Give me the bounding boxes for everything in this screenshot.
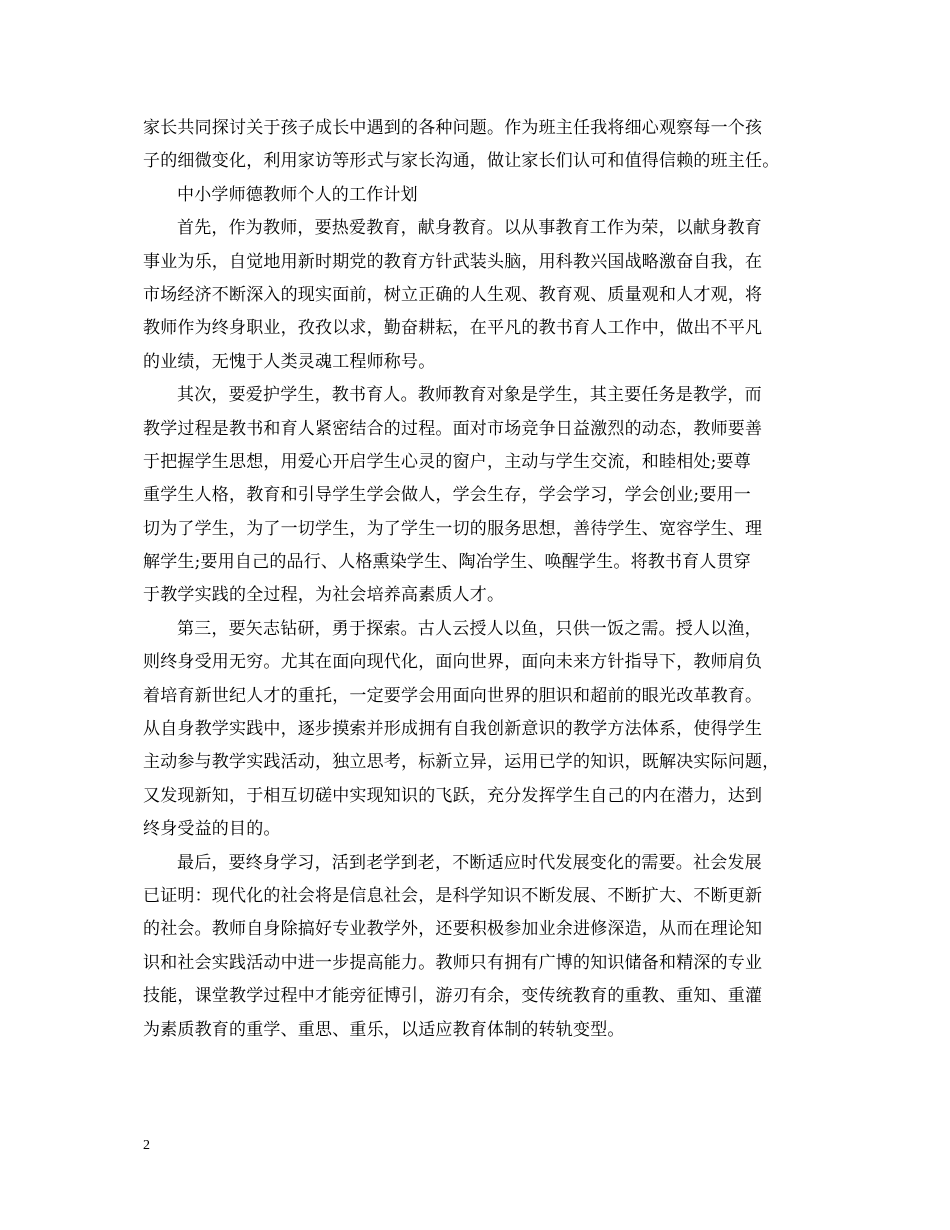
text-line: 于教学实践的全过程，为社会培养高素质人才。 [143, 585, 505, 606]
text-line: 教学过程是教书和育人紧密结合的过程。面对市场竞争日益激烈的动态，教师要善 [143, 418, 763, 439]
text-line: 则终身受用无穷。尤其在面向现代化，面向世界，面向未来方针指导下，教师肩负 [143, 652, 763, 673]
section-heading: 中小学师德教师个人的工作计划 [177, 184, 418, 205]
text-line: 子的细微变化，利用家访等形式与家长沟通，做让家长们认可和值得信赖的班主任。 [143, 151, 780, 172]
document-body [143, 112, 823, 1047]
text-line: 解学生;要用自己的品行、人格熏染学生、陶冶学生、唤醒学生。将教书育人贯穿 [143, 552, 751, 573]
text-line: 教师作为终身职业，孜孜以求，勤奋耕耘，在平凡的教书育人工作中，做出不平凡 [143, 318, 763, 339]
page-number: 2 [143, 1138, 150, 1153]
text-line: 家长共同探讨关于孩子成长中遇到的各种问题。作为班主任我将细心观察每一个孩 [143, 118, 763, 138]
text-line: 为素质教育的重学、重思、重乐，以适应教育体制的转轨变型。 [143, 1019, 625, 1040]
text-line: 从自身教学实践中，逐步摸索并形成拥有自我创新意识的教学方法体系，使得学生 [143, 719, 763, 740]
text-line: 其次，要爱护学生，教书育人。教师教育对象是学生，其主要任务是教学，而 [177, 385, 762, 406]
text-line: 切为了学生，为了一切学生，为了学生一切的服务思想，善待学生、宽容学生、理 [143, 518, 763, 539]
text-line: 技能，课堂教学过程中才能旁征博引，游刃有余，变传统教育的重教、重知、重灌 [143, 986, 763, 1007]
text-line: 重学生人格，教育和引导学生学会做人，学会生存，学会学习，学会创业;要用一 [143, 485, 751, 506]
text-line: 终身受益的目的。 [143, 819, 281, 840]
text-line: 最后，要终身学习，活到老学到老，不断适应时代发展变化的需要。社会发展 [177, 852, 762, 873]
text-line: 主动参与教学实践活动，独立思考，标新立异，运用已学的知识，既解决实际问题， [143, 752, 780, 773]
text-line: 着培育新世纪人才的重托，一定要学会用面向世界的胆识和超前的眼光改革教育。 [143, 685, 763, 706]
text-line: 又发现新知，于相互切磋中实现知识的飞跃，充分发挥学生自己的内在潜力，达到 [143, 785, 763, 806]
text-line: 已证明：现代化的社会将是信息社会，是科学知识不断发展、不断扩大、不断更新 [143, 885, 763, 906]
text-line: 的业绩，无愧于人类灵魂工程师称号。 [143, 351, 436, 372]
text-line: 第三，要矢志钻研，勇于探索。古人云授人以鱼，只供一饭之需。授人以渔， [177, 618, 762, 639]
text-line: 首先，作为教师，要热爱教育，献身教育。以从事教育工作为荣，以献身教育 [177, 218, 762, 239]
text-line: 识和社会实践活动中进一步提高能力。教师只有拥有广博的知识储备和精深的专业 [143, 952, 763, 973]
text-line: 事业为乐，自觉地用新时期党的教育方针武装头脑，用科教兴国战略激奋自我，在 [143, 251, 763, 272]
text-line: 于把握学生思想，用爱心开启学生心灵的窗户，主动与学生交流，和睦相处;要尊 [143, 451, 751, 472]
text-line: 的社会。教师自身除搞好专业教学外，还要积极参加业余进修深造，从而在理论知 [143, 919, 763, 940]
text-line: 市场经济不断深入的现实面前，树立正确的人生观、教育观、质量观和人才观，将 [143, 284, 763, 305]
